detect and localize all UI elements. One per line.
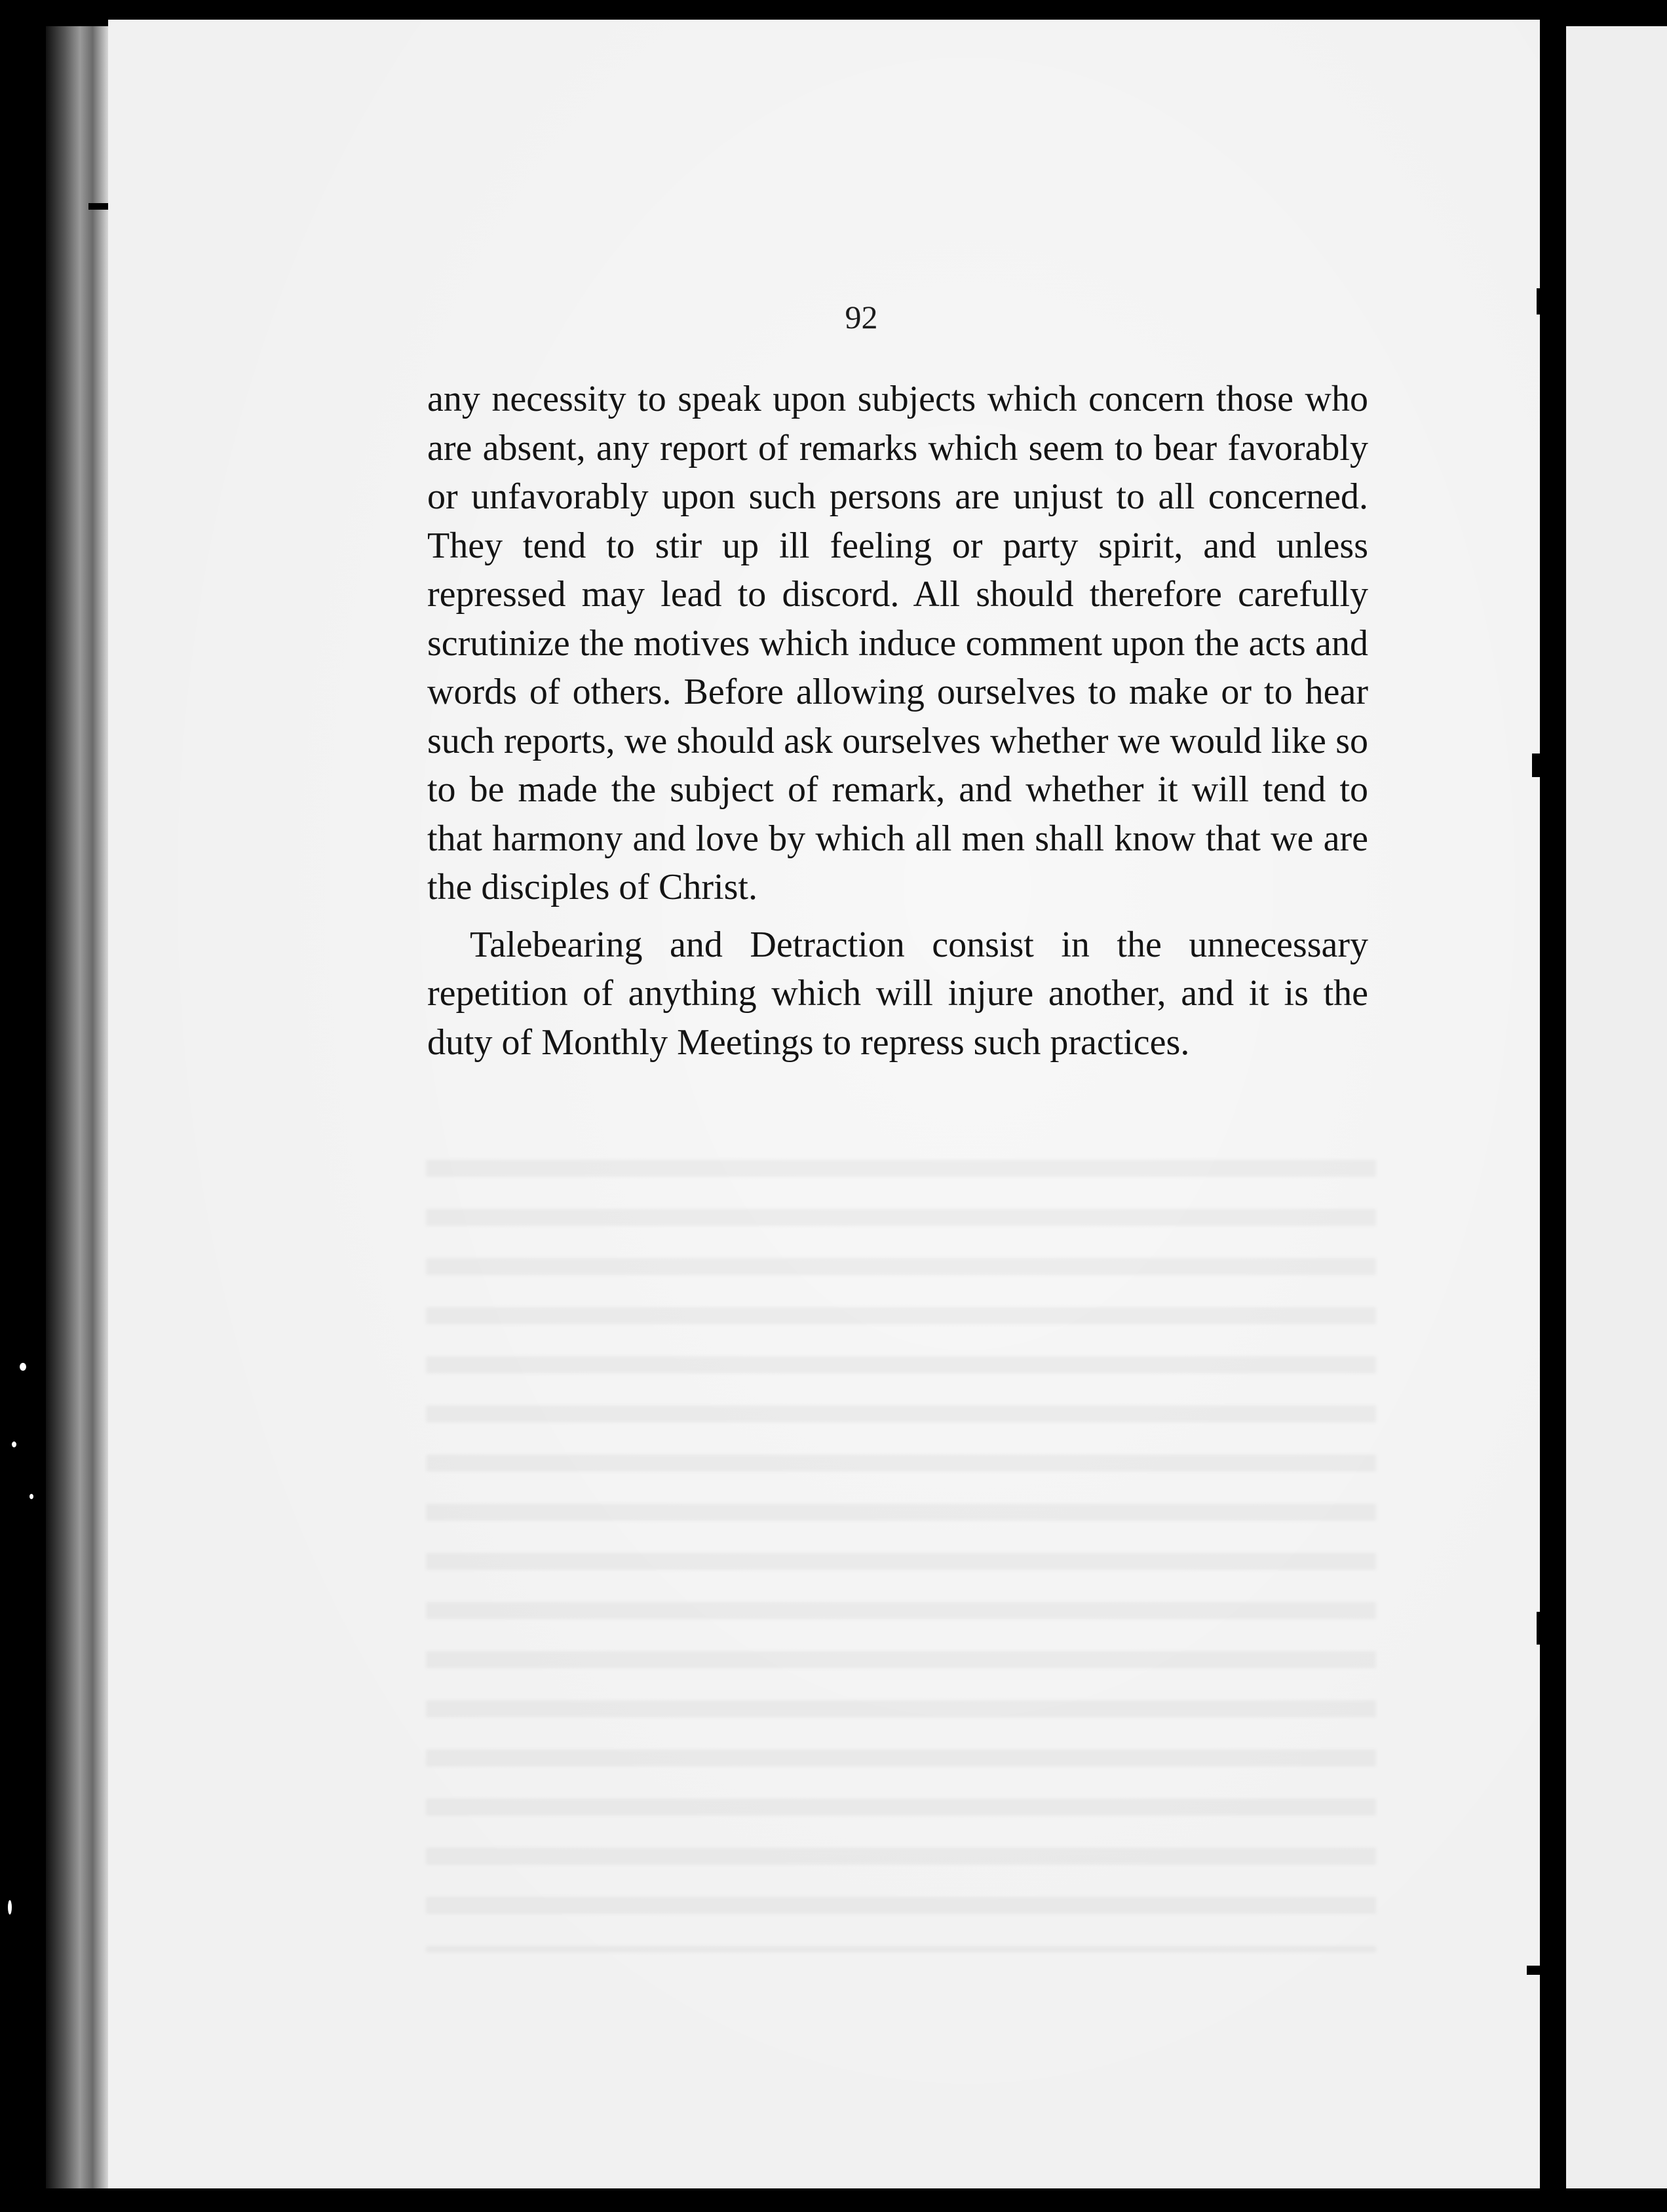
margin-mark (1537, 1612, 1551, 1645)
margin-mark (1532, 753, 1549, 777)
margin-mark (1527, 1966, 1546, 1975)
page-gutter (1540, 26, 1566, 2188)
facing-page-edge (1566, 26, 1667, 2188)
page-body (427, 375, 1368, 1067)
show-through-text (426, 1134, 1376, 1953)
scan-speck (12, 1441, 16, 1447)
paragraph: any necessity to speak upon subjects which concern those who are absent, any report of remarks which seem to bear favorably or unfavorably upon such persons are unjust to all concerned. They tend to stir up ill feeling or party spirit, and unless repressed may lead to discord. All should therefore carefully scrutinize the motives which induce comment upon the acts and words of others. Before allowing ourselves to make or to hear such reports, we should ask ourselves whether we would like so to be made the subject of remark, and whether it will tend to that harmony and love by which all men shall know that we are the disciples of Christ. (427, 379, 1368, 907)
book-spine-edge (46, 26, 108, 2188)
scan-speck (8, 1900, 12, 1915)
paragraph: Talebearing and Detraction consist in the unnecessary repetition of anything which will injure another, and it is the duty of Monthly Meetings to repress such practices. (427, 924, 1368, 1063)
scan-speck (20, 1363, 26, 1371)
margin-mark (88, 203, 108, 210)
scan-speck (29, 1494, 33, 1499)
page-number: 92 (845, 299, 878, 335)
